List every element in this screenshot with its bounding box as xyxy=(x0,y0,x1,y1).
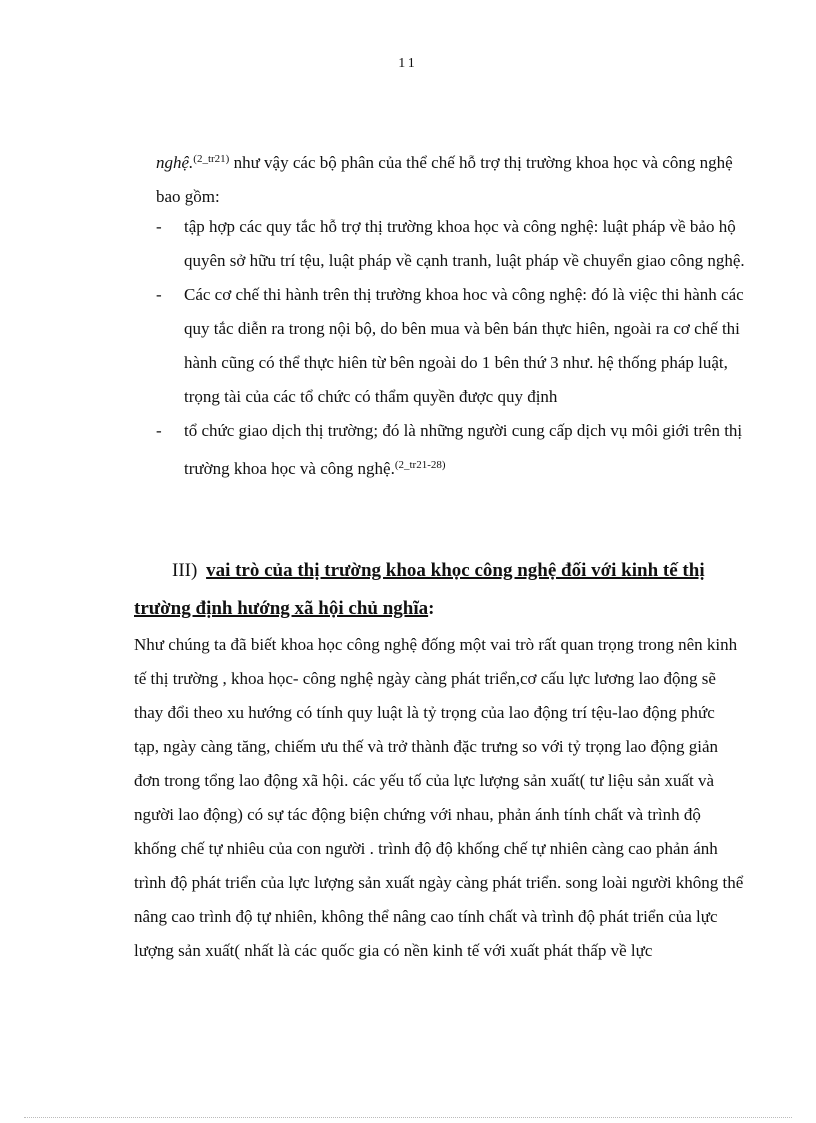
bullet-dash: - xyxy=(156,285,162,304)
list-item-text: Các cơ chế thi hành trên thị trường khoa hoc và công nghệ: đó là việc thi hành các quy tắc diễn ra trong nội bộ, do bên mua và bên bán thực hiên, ngoài ra cơ chế thi hành cũng có thể thực hiên từ bên ngoài do 1 bên thứ 3 như. hệ thống pháp luật, trọng tài của các tổ chức có thẩm quyền được quy định xyxy=(184,285,744,406)
body-paragraph: Như chúng ta đã biết khoa học công nghệ đống một vai trò rất quan trọng trong nên kinh tế thị trường , khoa học- công nghệ ngày càng phát triển,cơ cấu lực lương lao động sẽ thay đổi theo xu hướng có tính quy luật là tỷ trọng của lao động trí tệu-lao động phức tạp, ngày càng tăng, chiếm ưu thế và trở thành đặc trưng so với tỷ trọng lao động giản đơn trong tổng lao động xã hội. các yếu tố của lực lượng sản xuất( tư liệu sản xuất và người lao động) có sự tác động biện chứng với nhau, phản ánh tính chất và trình độ khống chế tự nhiêu của con người . trình độ độ khống chế tự nhiên càng cao phản ánh trình độ phát triển của lực lượng sản xuất ngày càng phát triển. song loài người không thể nâng cao trình độ tự nhiên, không thể nâng cao tính chất và trình độ phát triển của lực lượng sản xuất( nhất là các quốc gia có nền kinh tế với xuất phát thấp về lực xyxy=(134,635,744,960)
section-title-suffix: : xyxy=(428,598,435,619)
intro-citation: (2_tr21) xyxy=(193,153,230,165)
section-number: III) xyxy=(172,560,198,581)
list-item-citation: (2_tr21-28) xyxy=(394,459,446,471)
bullet-dash: - xyxy=(156,421,162,440)
list-item xyxy=(156,414,752,486)
list-item-text: tổ chức giao dịch thị trường; đó là những người cung cấp dịch vụ môi giới trên thị trường khoa học và công nghệ. xyxy=(184,421,743,478)
list-item xyxy=(156,278,752,414)
intro-text: như vậy các bộ phân của thể chế hỗ trợ thị trường khoa học và công nghệ bao gồm: xyxy=(156,153,733,206)
intro-paragraph xyxy=(156,142,756,214)
section-title: vai trò của thị trường khoa khọc công nghệ đối với kinh tế thị trường định hướng xã hội chủ nghĩa xyxy=(134,560,705,619)
intro-italic-word: nghệ. xyxy=(156,153,194,172)
page-bottom-divider xyxy=(24,1117,792,1118)
bullet-dash: - xyxy=(156,217,162,236)
list-item-text: tập hợp các quy tắc hỗ trợ thị trường khoa học và công nghệ: luật pháp về bảo hộ quyên sở hữu trí tệu, luật pháp về cạnh tranh, luật pháp về chuyển giao công nghệ. xyxy=(184,217,745,270)
section-heading xyxy=(134,552,754,628)
page-number: 11 xyxy=(398,56,418,71)
list-item xyxy=(156,210,752,278)
bullet-list xyxy=(156,210,752,486)
